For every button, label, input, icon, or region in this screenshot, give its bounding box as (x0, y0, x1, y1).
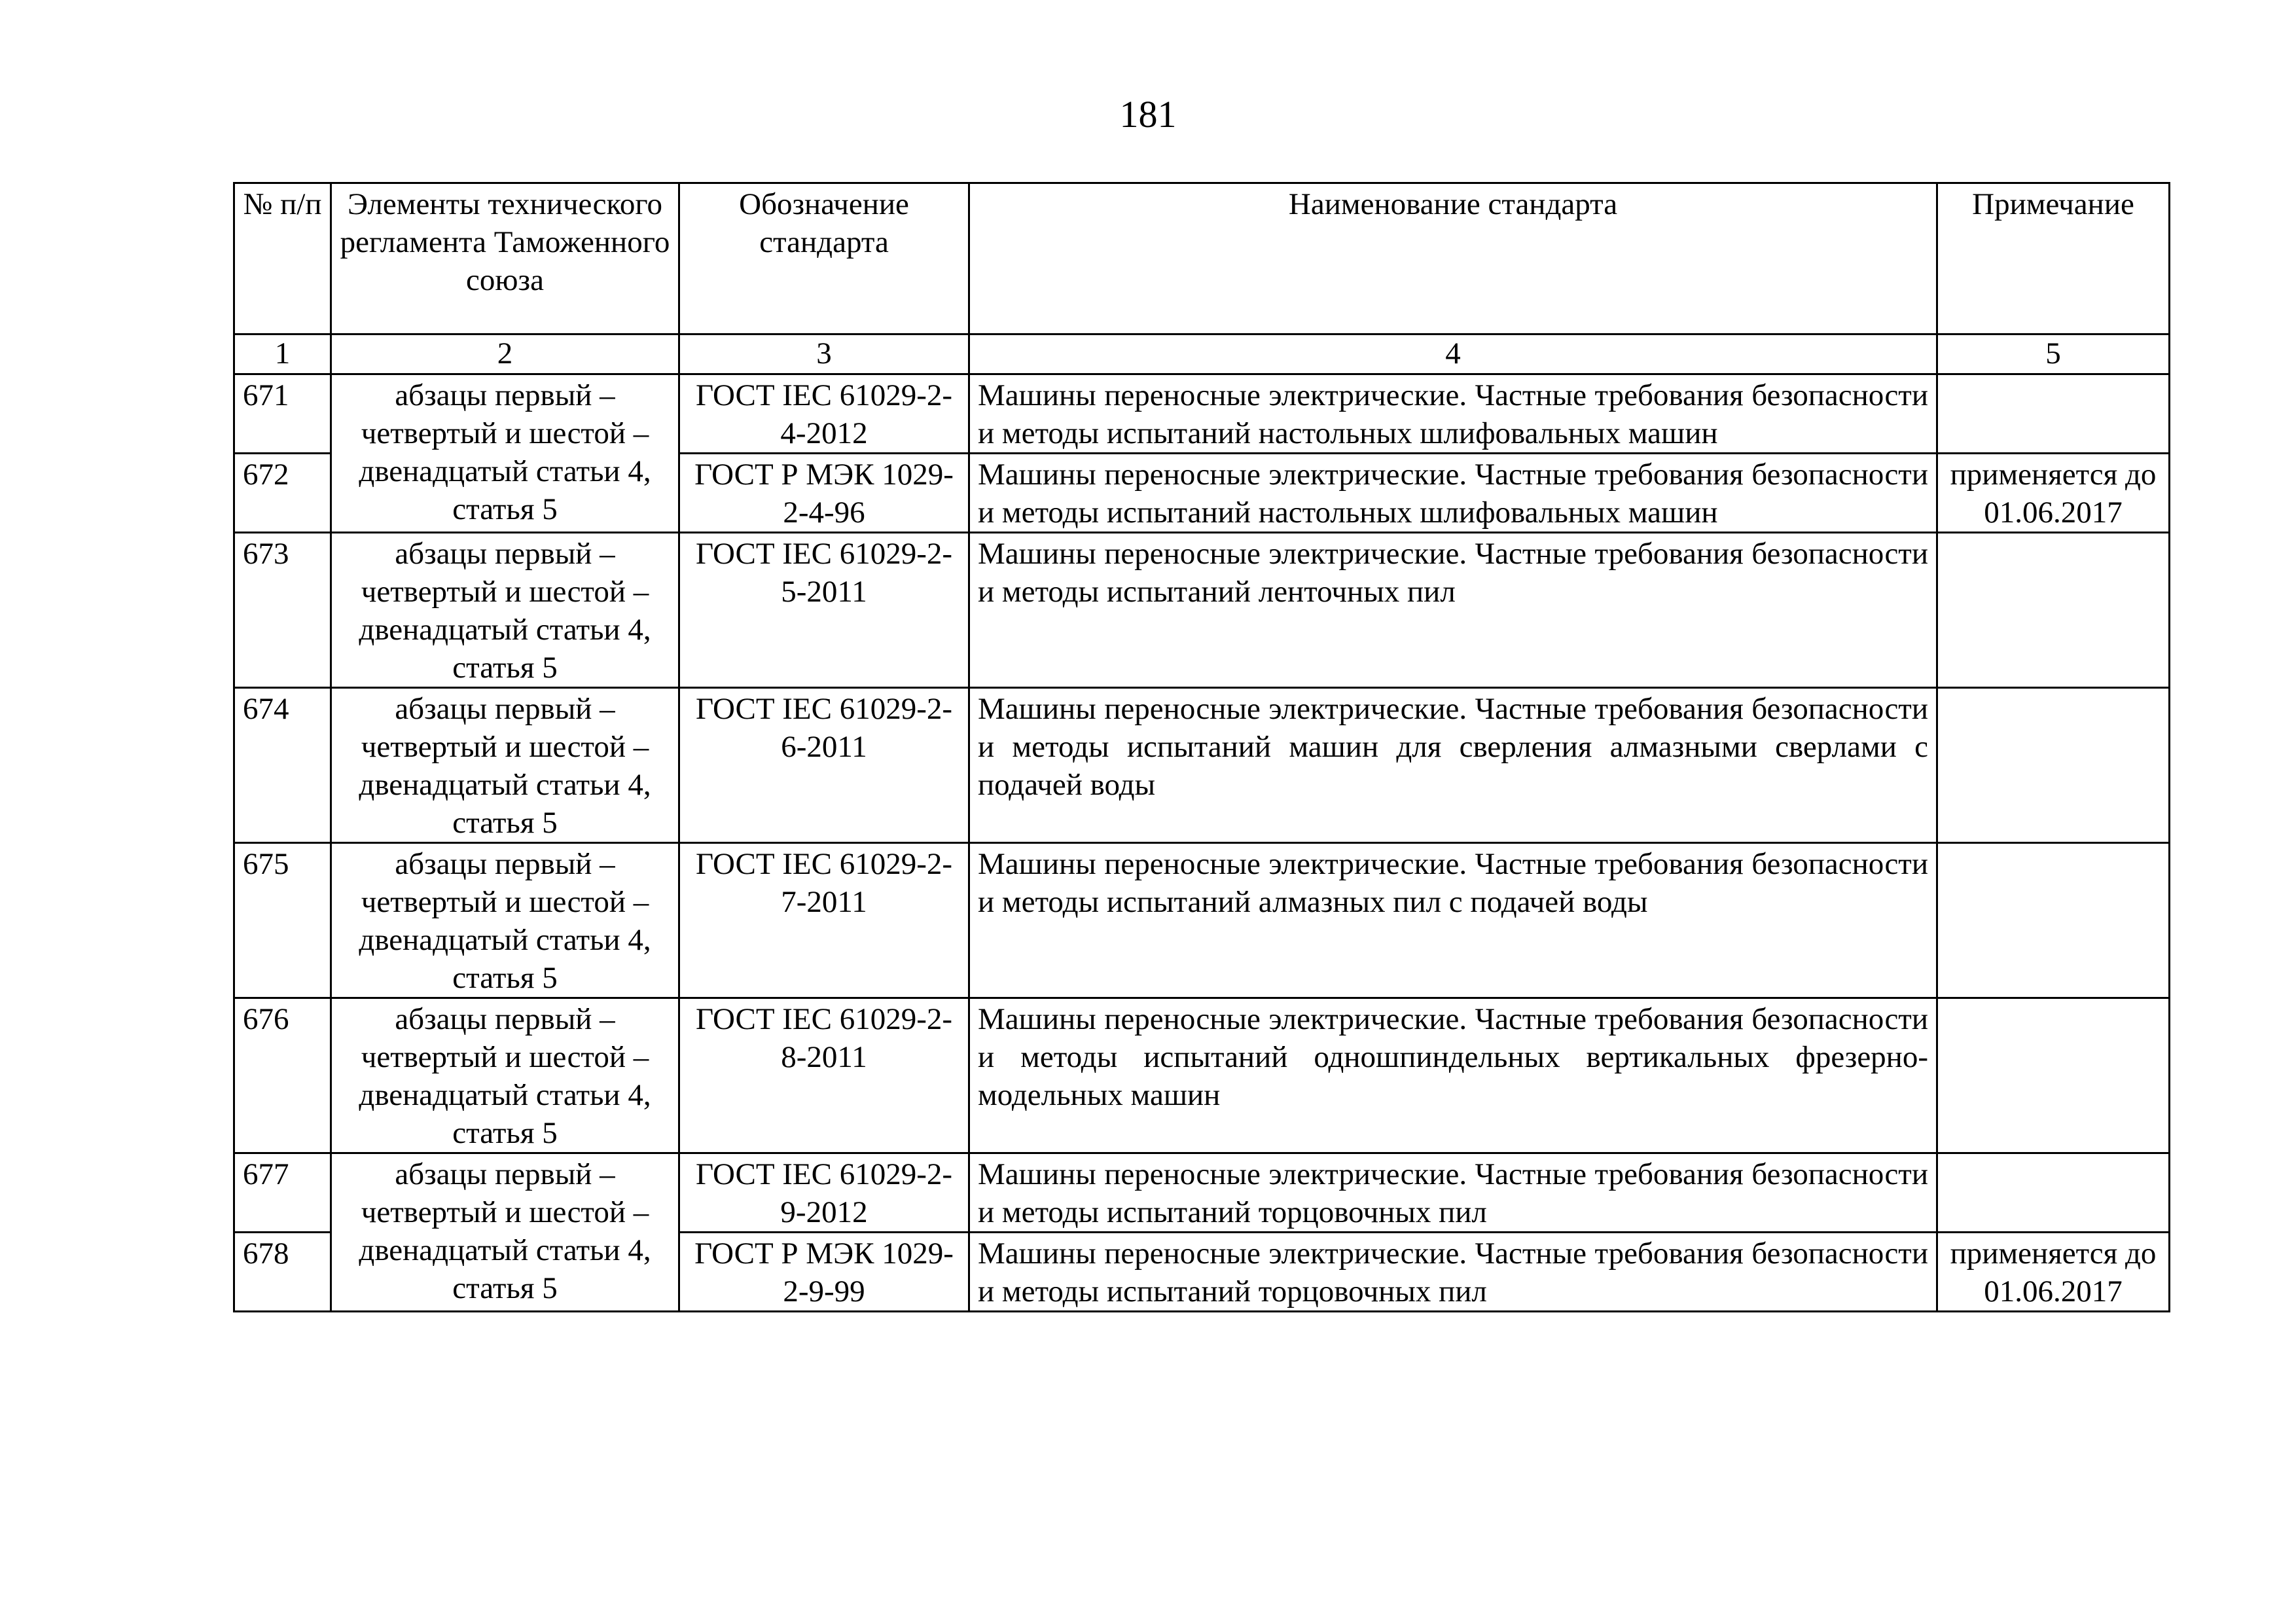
row-number: 674 (234, 688, 331, 843)
row-number: 671 (234, 374, 331, 454)
row-standard-name: Машины переносные электрические. Частные требования безопасности и методы испытаний одношпиндельных вертикальных фрезерно-модельных машин (969, 998, 1937, 1153)
row-note (1937, 998, 2170, 1153)
row-note (1937, 843, 2170, 998)
row-elements: абзацы первый – четвертый и шестой – двенадцатый статьи 4, статья 5 (331, 374, 679, 533)
header-note: Примечание (1937, 183, 2170, 334)
row-standard-name: Машины переносные электрические. Частные требования безопасности и методы испытаний торцовочных пил (969, 1153, 1937, 1233)
standards-table (233, 182, 2170, 1312)
page-number: 181 (1119, 93, 1177, 135)
column-number: 2 (331, 334, 679, 374)
row-note: применяется до 01.06.2017 (1937, 1233, 2170, 1312)
row-standard-name: Машины переносные электрические. Частные требования безопасности и методы испытаний настольных шлифовальных машин (969, 374, 1937, 454)
row-elements: абзацы первый – четвертый и шестой – двенадцатый статьи 4, статья 5 (331, 1153, 679, 1312)
column-number: 3 (679, 334, 969, 374)
row-elements: абзацы первый – четвертый и шестой – двенадцатый статьи 4, статья 5 (331, 998, 679, 1153)
row-standard-name: Машины переносные электрические. Частные требования безопасности и методы испытаний алмазных пил с подачей воды (969, 843, 1937, 998)
row-designation: ГОСТ IEC 61029-2-7-2011 (679, 843, 969, 998)
table-row (234, 374, 2170, 454)
column-number: 1 (234, 334, 331, 374)
row-designation: ГОСТ Р МЭК 1029-2-9-99 (679, 1233, 969, 1312)
column-number-row (234, 334, 2170, 374)
row-standard-name: Машины переносные электрические. Частные требования безопасности и методы испытаний машин для сверления алмазными сверлами с подачей воды (969, 688, 1937, 843)
table-row (234, 688, 2170, 843)
row-number: 673 (234, 533, 331, 688)
row-number: 676 (234, 998, 331, 1153)
row-standard-name: Машины переносные электрические. Частные требования безопасности и методы испытаний торцовочных пил (969, 1233, 1937, 1312)
row-number: 672 (234, 454, 331, 533)
row-designation: ГОСТ IEC 61029-2-6-2011 (679, 688, 969, 843)
row-note (1937, 374, 2170, 454)
row-note (1937, 533, 2170, 688)
column-number: 5 (1937, 334, 2170, 374)
row-number: 675 (234, 843, 331, 998)
header-number: № п/п (234, 183, 331, 334)
table-row (234, 998, 2170, 1153)
header-standard-name: Наименование стандарта (969, 183, 1937, 334)
row-note (1937, 688, 2170, 843)
row-number: 678 (234, 1233, 331, 1312)
row-elements: абзацы первый – четвертый и шестой – двенадцатый статьи 4, статья 5 (331, 843, 679, 998)
row-elements: абзацы первый – четвертый и шестой – двенадцатый статьи 4, статья 5 (331, 688, 679, 843)
row-note (1937, 1153, 2170, 1233)
column-number: 4 (969, 334, 1937, 374)
row-standard-name: Машины переносные электрические. Частные требования безопасности и методы испытаний ленточных пил (969, 533, 1937, 688)
row-designation: ГОСТ Р МЭК 1029-2-4-96 (679, 454, 969, 533)
row-designation: ГОСТ IEC 61029-2-5-2011 (679, 533, 969, 688)
row-standard-name: Машины переносные электрические. Частные требования безопасности и методы испытаний настольных шлифовальных машин (969, 454, 1937, 533)
table-row (234, 843, 2170, 998)
row-number: 677 (234, 1153, 331, 1233)
table-row (234, 533, 2170, 688)
row-note: применяется до 01.06.2017 (1937, 454, 2170, 533)
row-elements: абзацы первый – четвертый и шестой – двенадцатый статьи 4, статья 5 (331, 533, 679, 688)
header-designation: Обозначение стандарта (679, 183, 969, 334)
header-elements: Элементы технического регламента Таможенного союза (331, 183, 679, 334)
row-designation: ГОСТ IEC 61029-2-4-2012 (679, 374, 969, 454)
table-header-row (234, 183, 2170, 334)
table-row (234, 1153, 2170, 1233)
row-designation: ГОСТ IEC 61029-2-8-2011 (679, 998, 969, 1153)
row-designation: ГОСТ IEC 61029-2-9-2012 (679, 1153, 969, 1233)
